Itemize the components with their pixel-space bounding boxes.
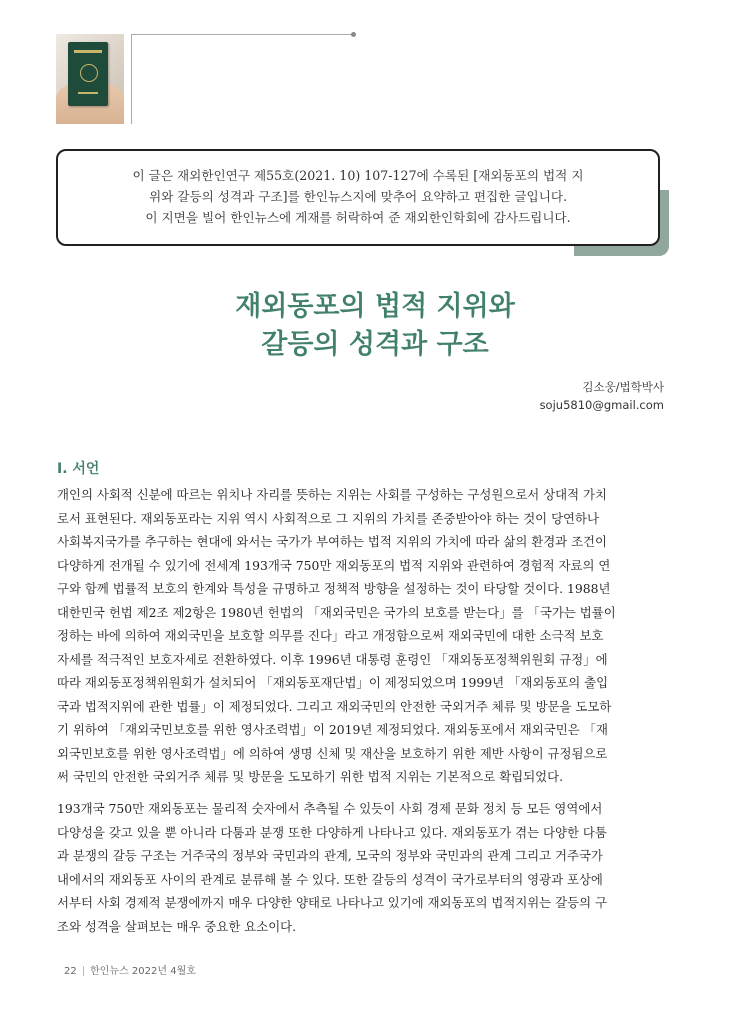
body-paragraph-1 bbox=[57, 483, 669, 789]
publication-name: 한인뉴스 2022년 4월호 bbox=[90, 966, 196, 977]
text-line: 대한민국 헌법 제2조 제2항은 1980년 헌법의 「재외국민은 국가의 보호를 받는다」를 「국가는 법률이 bbox=[57, 604, 616, 620]
passport-photo bbox=[56, 34, 124, 124]
decorative-rule-horizontal bbox=[131, 34, 353, 35]
page-number: 22 bbox=[64, 966, 77, 977]
text-line: 내에서의 재외동포 사이의 관계로 분류해 볼 수 있다. 또한 갈등의 성격이 국가로부터의 영광과 포상에 bbox=[57, 871, 603, 887]
passport-text-mark bbox=[78, 92, 98, 94]
article-title bbox=[0, 288, 750, 364]
text-line: 기 위하여 「재외국민보호를 위한 영사조력법」이 2019년 제정되었다. 재외동포에서 재외국민은 「재 bbox=[57, 722, 608, 737]
decorative-rule-vertical bbox=[131, 34, 132, 124]
note-line: 이 글은 재외한인연구 제55호(2021. 10) 107-127에 수록된 [재외동포의 법적 지 bbox=[132, 168, 584, 183]
passport-emblem-icon bbox=[80, 64, 98, 82]
text-line: 국과 법적지위에 관한 법률」이 제정되었다. 그리고 재외국민의 안전한 국외거주 체류 및 방문을 도모하 bbox=[57, 698, 612, 714]
footer-separator: | bbox=[81, 966, 86, 977]
body-paragraph-2 bbox=[57, 797, 669, 938]
article-title-line1: 재외동포의 법적 지위와 bbox=[235, 291, 515, 322]
text-line: 다양성을 갖고 있을 뿐 아니라 다툼과 분쟁 또한 다양하게 나타나고 있다. 재외동포가 겪는 다양한 다툼 bbox=[57, 824, 607, 840]
editor-note-box bbox=[56, 149, 660, 246]
text-line: 과 분쟁의 갈등 구조는 거주국의 정부와 국민과의 관계, 모국의 정부와 국민과의 관계 그리고 거주국가 bbox=[57, 848, 603, 863]
text-line: 로서 표현된다. 재외동포라는 지위 역시 사회적으로 그 지위의 가치를 존중받아야 하는 것이 당연하나 bbox=[57, 510, 599, 526]
author-name: 김소웅/법학박사 bbox=[582, 380, 664, 394]
text-line: 자세를 적극적인 보호자세로 전환하였다. 이후 1996년 대통령 훈령인 「재외동포정책위원회 규정」에 bbox=[57, 651, 608, 667]
author-block bbox=[540, 378, 664, 414]
text-line: 써 국민의 안전한 국외거주 체류 및 방문을 도모하기 위한 법적 지위는 기본적으로 확립되었다. bbox=[57, 769, 564, 784]
passport-icon bbox=[68, 42, 108, 106]
text-line: 개인의 사회적 신분에 따르는 위치나 자리를 뜻하는 지위는 사회를 구성하는 구성원으로서 상대적 가치 bbox=[57, 487, 607, 502]
text-line: 서부터 사회 경제적 분쟁에까지 매우 다양한 양태로 나타나고 있기에 재외동포의 법적지위는 갈등의 구 bbox=[57, 895, 607, 910]
text-line: 구와 함께 법률적 보호의 한계와 특성을 규명하고 정책적 방향을 설정하는 것이 타당할 것이다. 1988년 bbox=[57, 581, 611, 596]
text-line: 외국민보호를 위한 영사조력법」에 의하여 생명 신체 및 재산을 보호하기 위한 제반 사항이 규정됨으로 bbox=[57, 745, 608, 761]
text-line: 정하는 바에 의하여 재외국민을 보호할 의무를 진다」라고 개정함으로써 재외국민에 대한 소극적 보호 bbox=[57, 628, 604, 643]
text-line: 조와 성격을 살펴보는 매우 중요한 요소이다. bbox=[57, 918, 297, 934]
passport-title-mark bbox=[74, 50, 102, 53]
note-line: 위와 갈등의 성격과 구조]를 한인뉴스지에 맞추어 요약하고 편집한 글입니다. bbox=[148, 189, 568, 204]
text-line: 193개국 750만 재외동포는 물리적 숫자에서 추측될 수 있듯이 사회 경제 문화 정치 등 모든 영역에서 bbox=[57, 801, 603, 816]
article-title-line2: 갈등의 성격과 구조 bbox=[261, 329, 489, 360]
text-line: 사회복지국가를 추구하는 현대에 와서는 국가가 부여하는 법적 지위의 가치에 따라 삶의 환경과 조건이 bbox=[57, 534, 607, 549]
text-line: 따라 재외동포정책위원회가 설치되어 「재외동포재단법」이 제정되었으며 1999년 「재외동포의 출입 bbox=[57, 675, 609, 690]
page-footer bbox=[64, 962, 196, 977]
text-line: 다양하게 전개될 수 있기에 전세계 193개국 750만 재외동포의 법적 지위와 관련하여 경험적 자료의 연 bbox=[57, 557, 611, 573]
author-email: soju5810@gmail.com bbox=[539, 398, 664, 412]
section-heading: I. 서언 bbox=[57, 461, 100, 477]
note-line: 이 지면을 빌어 한인뉴스에 게재를 허락하여 준 재외한인학회에 감사드립니다. bbox=[145, 210, 571, 225]
decorative-rule-dot bbox=[351, 32, 356, 37]
